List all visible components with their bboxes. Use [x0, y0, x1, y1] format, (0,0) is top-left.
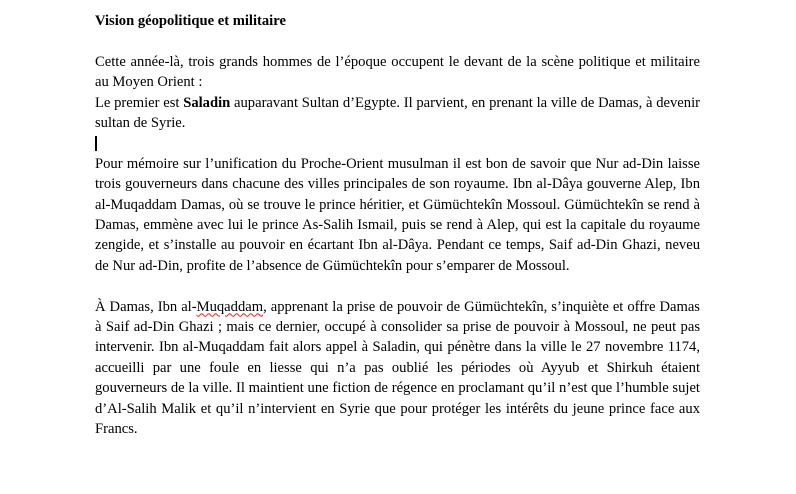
spellcheck-flagged-word[interactable]: Muqaddam [196, 298, 264, 315]
section-heading: Vision géopolitique et militaire [95, 13, 286, 29]
empty-line-with-cursor[interactable] [95, 133, 700, 153]
text-cursor [95, 136, 97, 151]
empty-line [95, 276, 700, 296]
paragraph-damas-prefix: À Damas, Ibn al- [95, 298, 197, 315]
document-body[interactable] [95, 11, 700, 439]
paragraph-saladin-prefix: Le premier est [95, 94, 184, 111]
paragraph-saladin-suffix: auparavant Sultan d’Egypte. Il parvient, en prenant la ville de Damas, à devenir sultan de Syrie. [95, 94, 700, 132]
paragraph-saladin [95, 93, 700, 134]
paragraph-damas-suffix: , apprenant la prise de pouvoir de Gümüchtekîn, s’inquiète et offre Damas à Saif ad-Din Ghazi ; mais ce dernier, occupé à consolider sa prise de pouvoir à Mossoul, ne peut pas intervenir. Ibn al-Muqaddam fait alors appel à Saladin, qui pénètre dans la ville le 27 novembre 1174, accueilli par une foule en liesse qui n’a pas oublié les périodes où Ayyub et Shirkuh étaient gouverneurs de la ville. Il maintient une fiction de régence en proclamant qu’il n’est que l’humble sujet d’Al-Salih Malik et qu’il n’intervient en Syrie que pour protéger les intérêts du jeune prince face aux Francs. [95, 298, 700, 438]
empty-line [95, 31, 700, 51]
saladin-name: Saladin [183, 94, 231, 111]
paragraph-damas [95, 297, 700, 440]
paragraph-unification: Pour mémoire sur l’unification du Proche-Orient musulman il est bon de savoir que Nur ad-Din laisse trois gouverneurs dans chacune des villes principales de son royaume. Ibn al-Dâya gouverne Alep, Ibn al-Muqaddam Damas, où se trouve le prince héritier, et Gümüchtekîn Mossoul. Gümüchtekîn se rend à Damas, emmène avec lui le prince As-Salih Ismail, puis se rend à Alep, qui est la capitale du royaume zengide, et s’installe au pouvoir en écartant Ibn al-Dâya. Pendant ce temps, Saif ad-Din Ghazi, neveu de Nur ad-Din, profite de l’absence de Gümüchtekîn pour s’emparer de Mossoul. [95, 155, 700, 274]
paragraph-intro: Cette année-là, trois grands hommes de l’époque occupent le devant de la scène politique et militaire au Moyen Orient : [95, 53, 700, 91]
